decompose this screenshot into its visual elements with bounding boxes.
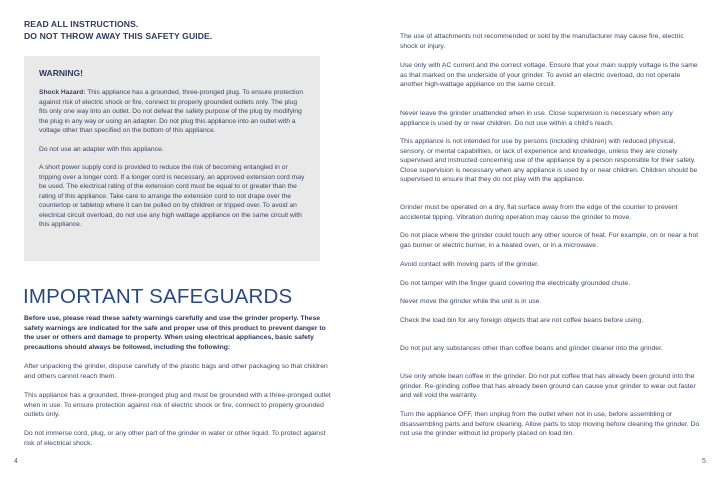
safeguard-item: Do not place where the grinder could touch any other source of heat. For example, on or near a hot gas burner or electric burner, in a heated oven, or in a microwave. [400, 232, 699, 249]
safeguard-item: Use only with AC current and the correct voltage. Ensure that your main supply voltage is the same as that marked on the underside of your grinder. To avoid an electric overload, do not operate another high-wattage appliance on the same circuit. [400, 62, 698, 88]
page-title: IMPORTANT SAFEGUARDS [23, 285, 293, 308]
safeguard-item: Use only whole bean coffee in the grinder. Do not put coffee that has already been ground into the grinder. Re-grinding coffee that has already been ground can cause your grinder to wear out faster and will void the warranty. [400, 373, 696, 399]
header-line-1: READ ALL INSTRUCTIONS. [24, 19, 139, 29]
shock-hazard-text: This appliance has a grounded, three-pronged plug. To ensure protection against risk of electric shock or fire, connect to properly grounded outlets only. The plug fits only one way into an outlet. Do not defeat the safety purpose of the plug by modifying the plug in any way or using an adapter. Do not plug this appliance into an outlet with a voltage other than specified on the bottom of this appliance. [39, 89, 304, 134]
warning-box [24, 56, 320, 261]
safeguard-item: Check the load bin for any foreign objects that are not coffee beans before using. [400, 317, 644, 324]
shock-hazard-label: Shock Hazard: [39, 89, 86, 96]
safeguard-item: The use of attachments not recommended or sold by the manufacturer may cause fire, electric shock or injury. [400, 33, 684, 50]
safeguard-item: Grinder must be operated on a dry, flat surface away from the edge of the counter to prevent accidental tipping. Vibration during operation may cause the grinder to move. [400, 204, 678, 221]
safeguard-item: Turn the appliance OFF, then unplug from the outlet when not in use, before assembling or disassembling parts and before cleaning. Allow parts to stop moving before cleaning the grinder. Do not use the grinder without lid properly placed on load bin. [400, 411, 700, 437]
safeguard-item: After unpacking the grinder, dispose carefully of the plastic bags and other packaging so that children and others cannot reach them. [24, 363, 328, 380]
safeguards-intro: Before use, please read these safety warnings carefully and use the grinder properly. These safety warnings are indicated for the safe and proper use of this product to prevent danger to the user or others and damage to property. When using electrical appliances, basic safety precautions should always be followed, including the following: [24, 315, 326, 351]
safeguard-item: Never leave the grinder unattended when in use. Close supervision is necessary when any appliance is used by or near children. Do not use within a child's reach. [400, 110, 673, 127]
page-number-right: 5 [702, 458, 706, 465]
page-number-left: 4 [14, 458, 18, 465]
adapter-warning: Do not use an adapter with this appliance. [39, 145, 164, 153]
right-page [360, 0, 720, 480]
safeguard-item: Do not immerse cord, plug, or any other part of the grinder in water or other liquid. To protect against risk of electrical shock. [24, 430, 326, 447]
cord-warning: A short power supply cord is provided to reduce the risk of becoming entangled in or tripping over a longer cord. If a longer cord is necessary, an approved extension cord may be used. The electrical rating of the extension cord must be equal to or greater than the rating of this appliance. Take care to arrange the extension cord to not drape over the countertop or tabletop where it can be pulled on by children or tripped over. To avoid an electrical circuit overload, do not use any high wattage appliance on the same circuit with this appliance. [39, 164, 305, 228]
safeguard-item: Never move the grinder while the unit is in use. [400, 298, 542, 305]
safeguard-item: Do not tamper with the finger guard covering the electrically grounded chute. [400, 280, 631, 287]
warning-title: WARNING! [39, 68, 83, 78]
safeguard-item: Do not put any substances other than coffee beans and grinder cleaner into the grinder. [400, 345, 663, 352]
instructions-header [24, 18, 212, 42]
safeguard-item: Avoid contact with moving parts of the grinder. [400, 261, 539, 268]
safeguard-item: This appliance has a grounded, three-pronged plug and must be grounded with a three-pronged outlet when in use. To ensure protection against risk of electric shock or fire, connect to properly grounded outlets only. [24, 392, 331, 418]
safeguard-item: This appliance is not intended for use by persons (including children) with reduced physical, sensory, or mental capabilities, or lack of experience and knowledge, unless they are closely supervised and instructed concerning use of the appliance by a person responsible for their safety. Close supervision is necessary when any appliance is used by or near children. Children should be supervised to ensure that they do not play with the appliance. [400, 138, 698, 183]
header-line-2: DO NOT THROW AWAY THIS SAFETY GUIDE. [24, 31, 213, 41]
shock-hazard-paragraph [39, 88, 305, 136]
